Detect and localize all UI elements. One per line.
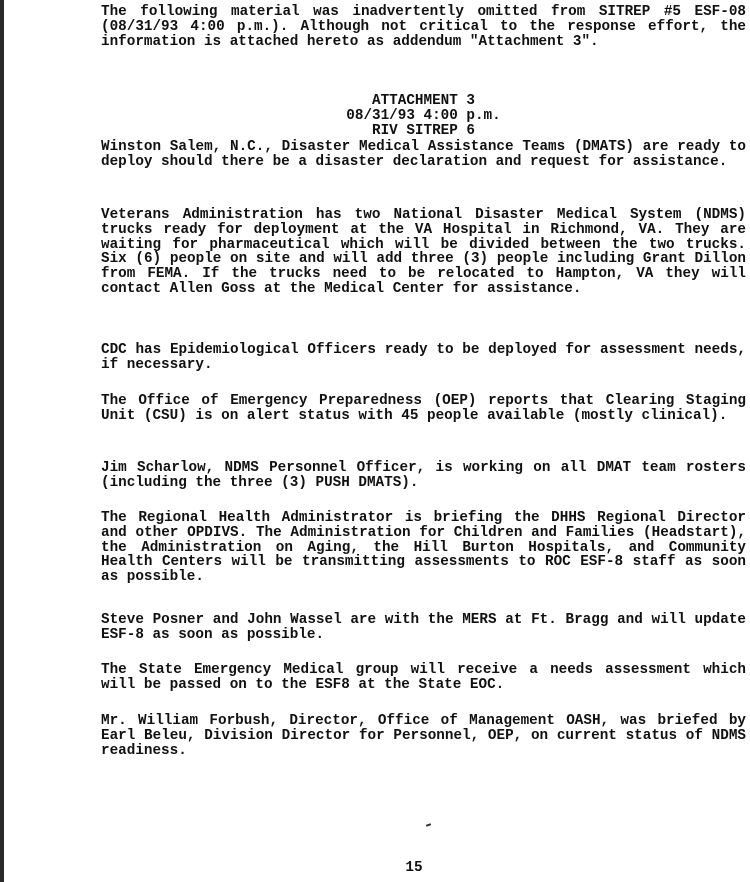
page-number: 15	[405, 860, 423, 876]
paragraph-veterans-admin: Veterans Administration has two National Disaster Medical System (NDMS) trucks ready for deployment at the VA Hospital in Richmond, VA. They are waiting for pharmaceutical which will be divided between the two trucks. Six (6) people on site and will add three (3) people including Grant Dillon from FEMA. If the trucks need to be relocated to Hampton, VA they will contact Allen Goss at the Medical Center for assistance.	[101, 207, 746, 297]
paragraph-dmat-ready: Winston Salem, N.C., Disaster Medical Assistance Teams (DMATS) are ready to deploy should there be a disaster declaration and request for assistance.	[101, 139, 746, 170]
paragraph-posner-wassel: Steve Posner and John Wassel are with the MERS at Ft. Bragg and will update ESF-8 as soon as possible.	[101, 612, 746, 643]
paragraph-cdc: CDC has Epidemiological Officers ready to be deployed for assessment needs, if necessary.	[101, 342, 746, 373]
scan-speck	[426, 823, 431, 827]
paragraph-regional-health: The Regional Health Administrator is briefing the DHHS Regional Director and other OPDIVS. The Administration for Children and Families (Headstart), the Administration on Aging, the Hill Burton Hospitals, and Community Health Centers will be transmitting assessments to ROC ESF-8 staff as soon as possible.	[101, 510, 746, 586]
paragraph-forbush: Mr. William Forbush, Director, Office of Management OASH, was briefed by Earl Beleu, Division Director for Personnel, OEP, on current status of NDMS readiness.	[101, 713, 746, 759]
paragraph-oep-csu: The Office of Emergency Preparedness (OEP) reports that Clearing Staging Unit (CSU) is on alert status with 45 people available (mostly clinical).	[101, 393, 746, 424]
attachment-title: ATTACHMENT 3	[372, 93, 475, 109]
paragraph-scharlow: Jim Scharlow, NDMS Personnel Officer, is working on all DMAT team rosters (including the three (3) PUSH DMATS).	[101, 460, 746, 491]
paragraph-state-emergency: The State Emergency Medical group will receive a needs assessment which will be passed on to the ESF8 at the State EOC.	[101, 662, 746, 693]
intro-paragraph: The following material was inadvertently omitted from SITREP #5 ESF-08 (08/31/93 4:00 p.m.). Although not critical to the response effort, the information is attached hereto as addendum "Attachment 3".	[101, 4, 746, 50]
left-border-rule	[0, 0, 4, 882]
attachment-datetime: 08/31/93 4:00 p.m.	[346, 108, 501, 124]
attachment-subtitle: RIV SITREP 6	[372, 123, 475, 139]
